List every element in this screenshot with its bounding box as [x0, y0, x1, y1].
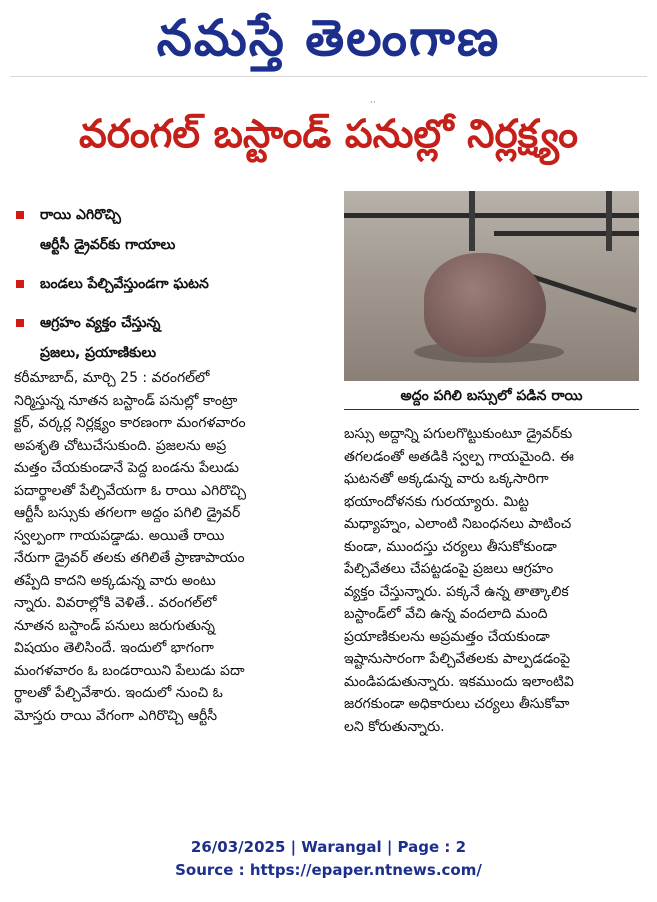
- highlight-line: ఆర్టీసీ డ్రైవర్‌కు గాయాలు: [40, 237, 176, 253]
- photo-rail: [531, 274, 637, 313]
- article-line: ఘటనతో అక్కడున్న వారు ఒక్కసారిగా: [344, 471, 549, 487]
- article-line: న్నారు. వివరాల్లోకి వెళితే.. వరంగల్‌లో: [14, 595, 217, 611]
- newspaper-masthead: నమస్తే తెలంగాణ: [156, 8, 501, 67]
- article-line: వ్యక్తం చేస్తున్నారు. పక్కనే ఉన్న తాత్కాలిక: [344, 583, 569, 600]
- article-line: విషయం తెలిసిందే. ఇందులో భాగంగా: [14, 640, 214, 656]
- article-line: మోస్తరు రాయి వేగంగా ఎగిరొచ్చి ఆర్టీసీ: [14, 707, 218, 724]
- article-line: తప్పేది కాదని అక్కడున్న వారు అంటు: [14, 572, 216, 589]
- article-line: కరీమాబాద్, మార్చి 25 : వరంగల్‌లో: [14, 370, 210, 386]
- bullet-square-icon: [16, 319, 24, 327]
- article-line: కుండా, ముందస్తు చర్యలు తీసుకోకుండా: [344, 538, 557, 555]
- article-column-right: [344, 423, 639, 738]
- article-line: నూతన బస్టాండ్ పనులు జరుగుతున్న: [14, 617, 215, 634]
- article-line: మధ్యాహ్నం, ఎలాంటి నిబంధనలు పాటించ: [344, 516, 572, 532]
- article-line: ఆర్టీసీ బస్సుకు తగలగా అద్దం పగిలి డ్రైవర్: [14, 505, 241, 521]
- article-line: ఇష్టానుసారంగా పేల్చివేతలకు పాల్పడడంపై: [344, 651, 571, 667]
- article-headline: వరంగల్ బస్టాండ్ పనుల్లో నిర్లక్ష్యం: [79, 112, 578, 157]
- bullet-square-icon: [16, 211, 24, 219]
- article-line: నేరుగా డ్రైవర్ తలకు తగిలితే ప్రాణాపాయం: [14, 550, 245, 566]
- article-line: బస్సు అద్దాన్ని పగులగొట్టుకుంటూ డ్రైవర్‌కు: [344, 426, 573, 442]
- edition-info: 26/03/2025 | Warangal | Page : 2: [190, 838, 467, 856]
- rock-image: [424, 253, 546, 357]
- highlights-list: [14, 200, 336, 377]
- article-line: నిర్మిస్తున్న నూతన బస్టాండ్ పనుల్లో కాంట్రా: [14, 392, 238, 409]
- highlight-item: [14, 269, 336, 299]
- article-line: మండిపడుతున్నారు. ఇకముందు ఇలాంటివి: [344, 673, 574, 690]
- article-line: పేల్చివేతలు చేపట్టడంపై ప్రజలు ఆగ్రహం: [344, 561, 554, 577]
- highlight-item: [14, 308, 336, 368]
- highlight-line: బండలు పేల్చివేస్తుండగా ఘటన: [40, 276, 209, 292]
- photo-post: [469, 191, 475, 251]
- article-line: భయాందోళనకు గురయ్యారు. మిట్ట: [344, 493, 529, 510]
- photo-rail: [344, 213, 639, 218]
- article-line: లని కోరుతున్నారు.: [344, 718, 445, 735]
- article-line: తగలడంతో అతడికి స్వల్ప గాయమైంది. ఈ: [344, 448, 574, 465]
- article-line: ర్థాలతో పేల్చివేశారు. ఇందులో నుంచి ఓ: [14, 685, 223, 701]
- photo-post: [606, 191, 612, 251]
- article-line: క్టర్, వర్కర్ల నిర్లక్ష్యం కారణంగా మంగళవారం: [14, 415, 246, 431]
- highlight-line: రాయి ఎగిరొచ్చి: [40, 207, 121, 223]
- photo-caption: అద్దం పగిలి బస్సులో పడిన రాయి: [344, 383, 639, 410]
- article-line: మత్తం చేయకుండానే పెద్ద బండను పేలుడు: [14, 460, 239, 476]
- highlight-line: ఆగ్రహం వ్యక్తం చేస్తున్న: [40, 315, 161, 331]
- article-column-left: [14, 367, 336, 727]
- article-line: ప్రయాణికులను అప్రమత్తం చేయకుండా: [344, 628, 550, 645]
- article-line: జరగకుండా అధికారులు చర్యలు తీసుకోవా: [344, 696, 570, 712]
- highlight-line: ప్రజలు, ప్రయాణికులు: [40, 345, 157, 361]
- article-line: బస్టాండ్‌లో వేచి ఉన్న వందలాది మంది: [344, 606, 548, 622]
- source-url[interactable]: Source : https://epaper.ntnews.com/: [175, 861, 482, 879]
- article-line: మంగళవారం ఓ బండరాయిని పేలుడు పదా: [14, 662, 245, 679]
- article-line: అపశృతి చోటుచేసుకుంది. ప్రజలను అప్ర: [14, 437, 227, 454]
- article-line: స్వల్పంగా గాయపడ్డాడు. అయితే రాయి: [14, 527, 225, 544]
- decorative-dots: ··: [370, 98, 376, 108]
- bullet-square-icon: [16, 280, 24, 288]
- article-line: పదార్థాలతో పేల్చివేయగా ఓ రాయి ఎగిరొచ్చి: [14, 482, 247, 499]
- news-photo: [344, 191, 639, 381]
- masthead-divider: [10, 76, 647, 77]
- highlight-item: [14, 200, 336, 260]
- photo-rail: [494, 231, 639, 236]
